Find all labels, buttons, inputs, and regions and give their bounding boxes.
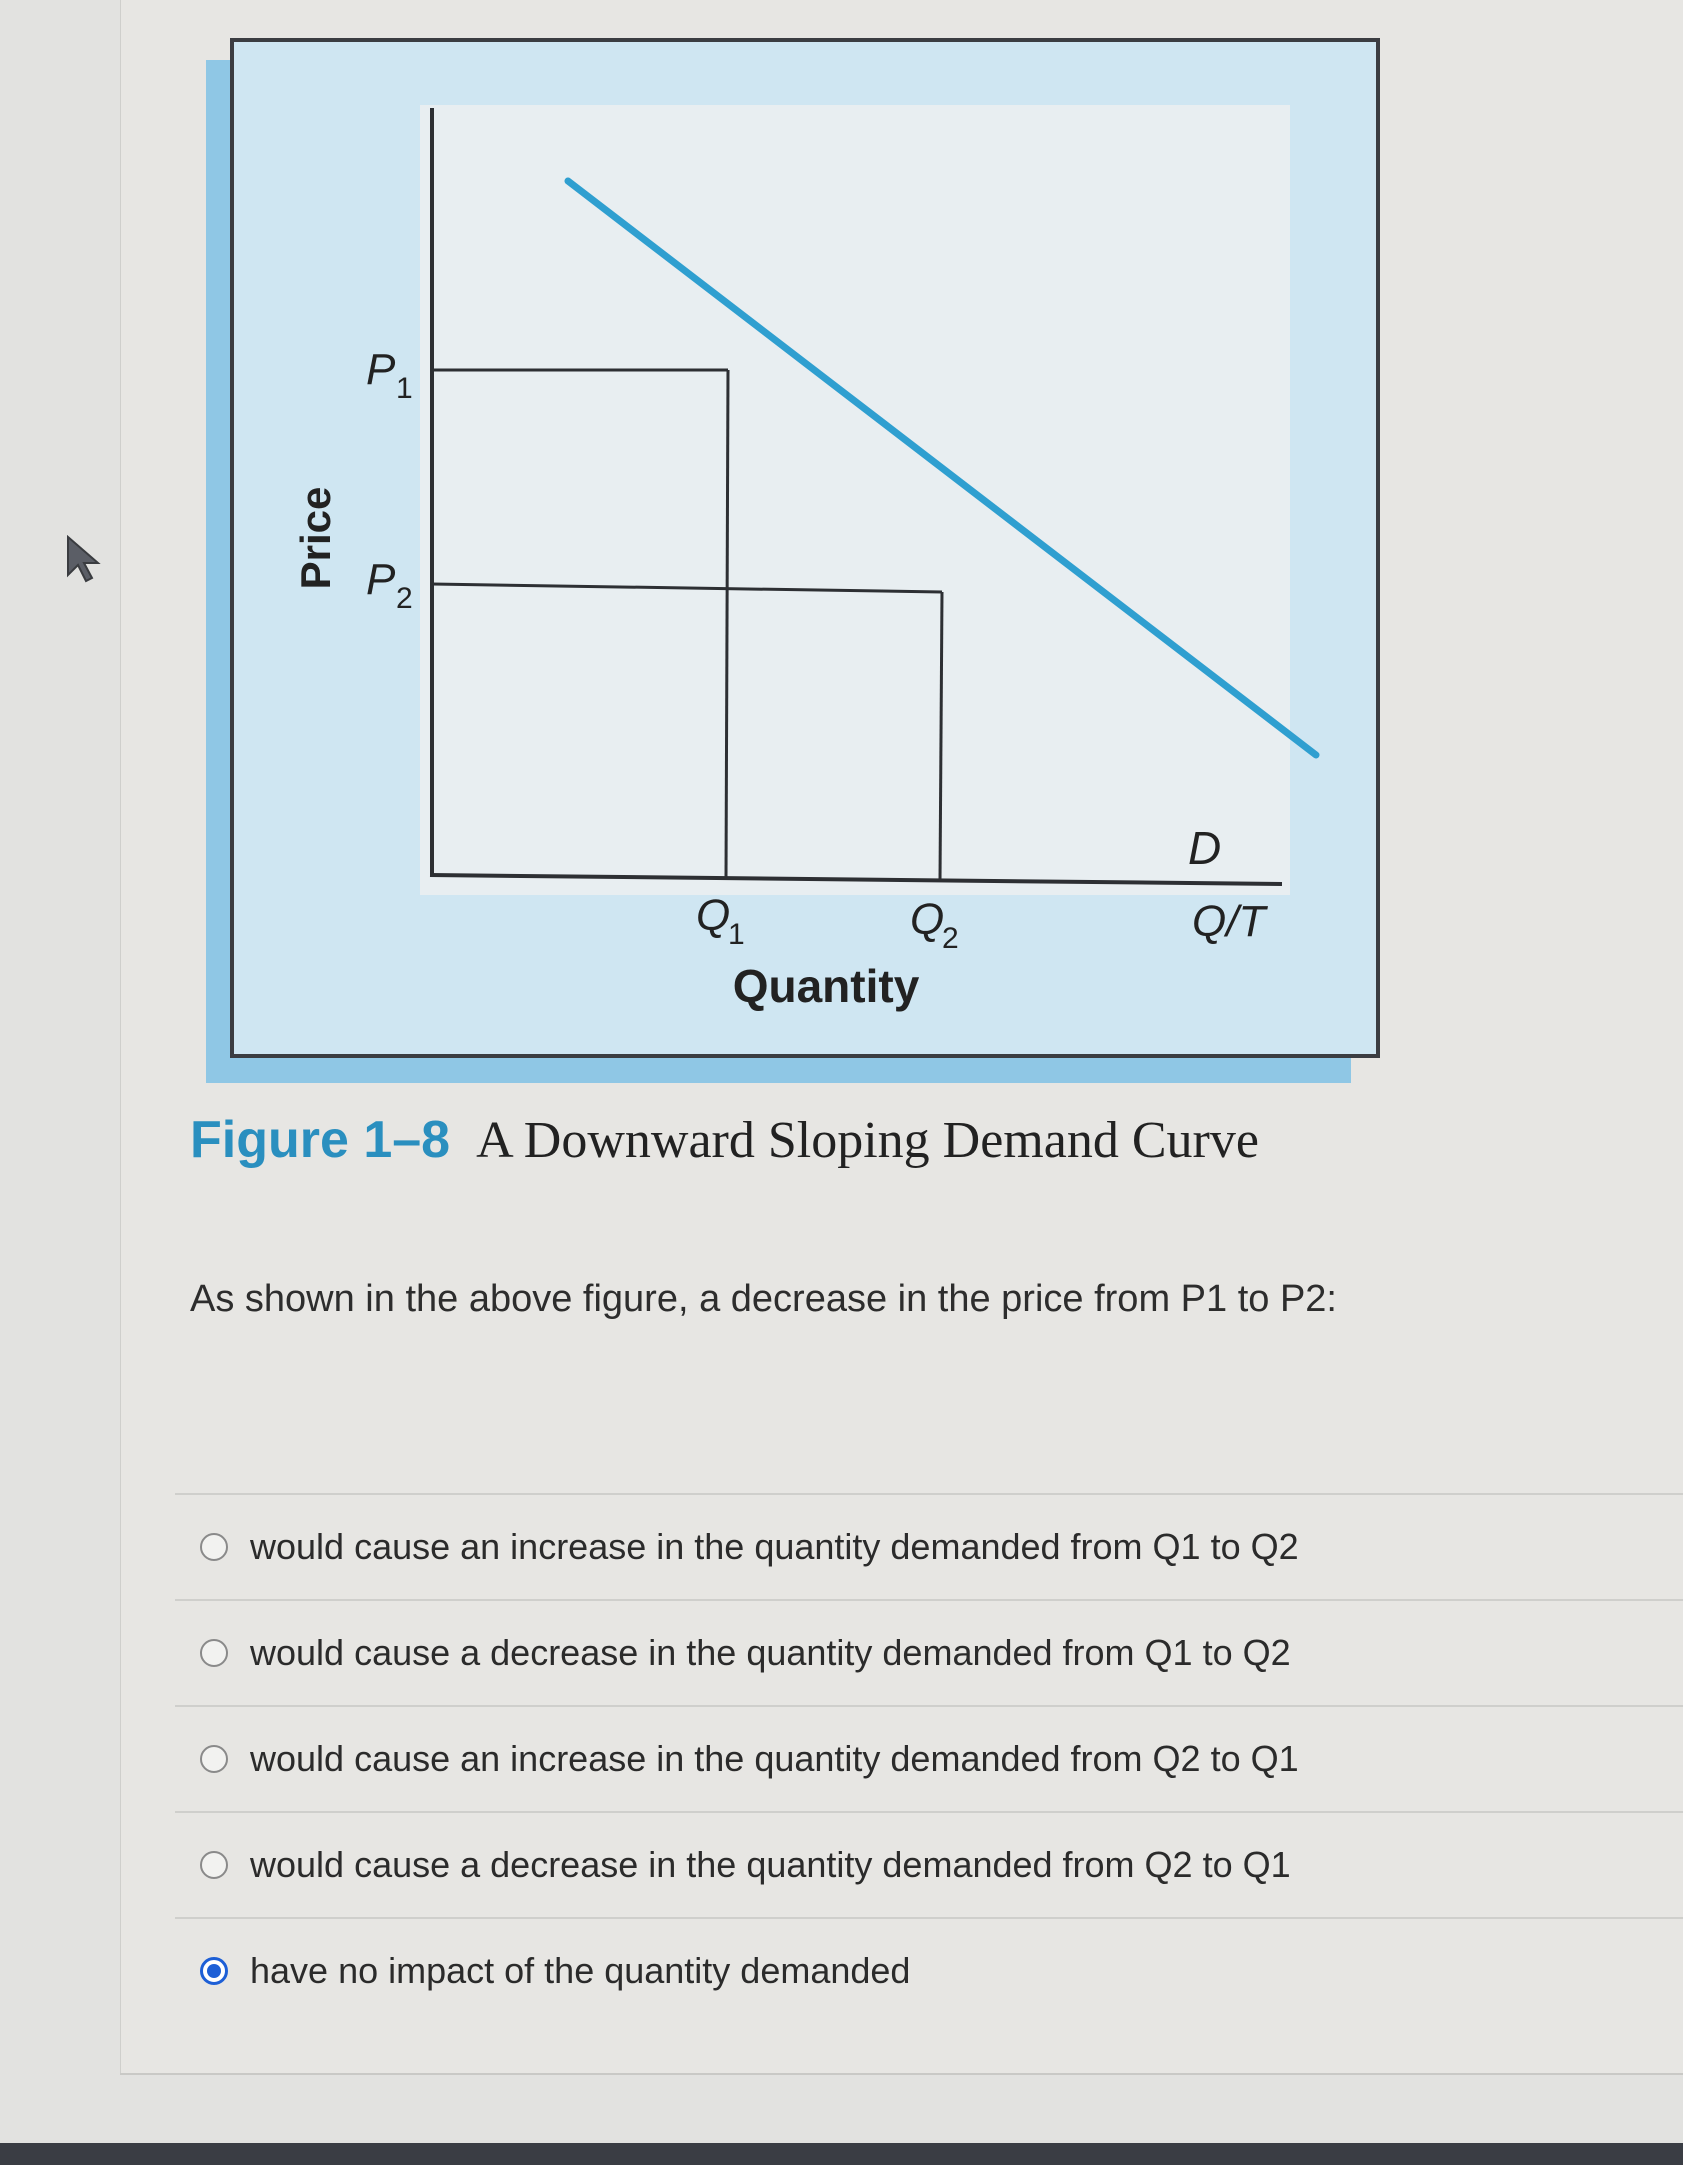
q2-tick-label <box>910 895 959 955</box>
answer-option[interactable] <box>175 1599 1683 1705</box>
demand-curve-label: D <box>1188 822 1222 874</box>
svg-text:2: 2 <box>396 582 413 615</box>
radio-button-icon[interactable] <box>200 1851 228 1879</box>
svg-text:1: 1 <box>396 372 413 405</box>
answer-option-label[interactable]: would cause an increase in the quantity demanded from Q1 to Q2 <box>250 1526 1299 1567</box>
radio-button-icon[interactable] <box>200 1533 228 1561</box>
radio-button-icon[interactable] <box>200 1639 228 1667</box>
answer-option-label[interactable]: would cause an increase in the quantity demanded from Q2 to Q1 <box>250 1738 1299 1779</box>
answer-option[interactable] <box>175 1811 1683 1917</box>
x-axis-end-label: Q/T <box>1192 897 1266 946</box>
q1-guide-line <box>726 370 728 877</box>
figure-title: A Downward Sloping Demand Curve <box>476 1112 1259 1169</box>
divider <box>120 2073 1683 2075</box>
answer-options <box>175 1493 1683 2023</box>
figure-number: Figure 1–8 <box>190 1111 451 1169</box>
y-axis-title: Price <box>292 486 339 590</box>
q2-guide-line <box>940 592 942 880</box>
answer-option-label[interactable]: would cause a decrease in the quantity demanded from Q1 to Q2 <box>250 1632 1291 1673</box>
answer-option[interactable] <box>175 1493 1683 1599</box>
p2-tick-label <box>366 555 413 615</box>
answer-option-label[interactable]: would cause a decrease in the quantity demanded from Q2 to Q1 <box>250 1844 1291 1885</box>
radio-button-icon[interactable] <box>200 1957 228 1985</box>
svg-text:2: 2 <box>942 922 959 955</box>
svg-text:Q: Q <box>696 891 731 940</box>
x-axis-title: Quantity <box>732 960 920 1012</box>
svg-text:P: P <box>366 345 396 394</box>
answer-option[interactable] <box>175 1705 1683 1811</box>
answer-option[interactable] <box>175 1917 1683 2023</box>
radio-button-icon[interactable] <box>200 1745 228 1773</box>
svg-text:P: P <box>366 555 396 604</box>
figure-caption <box>190 1110 1259 1170</box>
answer-option-label[interactable]: have no impact of the quantity demanded <box>250 1950 911 1991</box>
question-text: As shown in the above figure, a decrease in the price from P1 to P2: <box>190 1278 1337 1320</box>
window-bottom-bar <box>0 2143 1683 2165</box>
x-axis <box>430 875 1282 884</box>
p2-guide-line <box>432 584 942 592</box>
svg-text:1: 1 <box>728 918 745 951</box>
svg-text:Q: Q <box>910 895 945 944</box>
p1-tick-label <box>366 345 413 405</box>
q1-tick-label <box>696 891 745 951</box>
